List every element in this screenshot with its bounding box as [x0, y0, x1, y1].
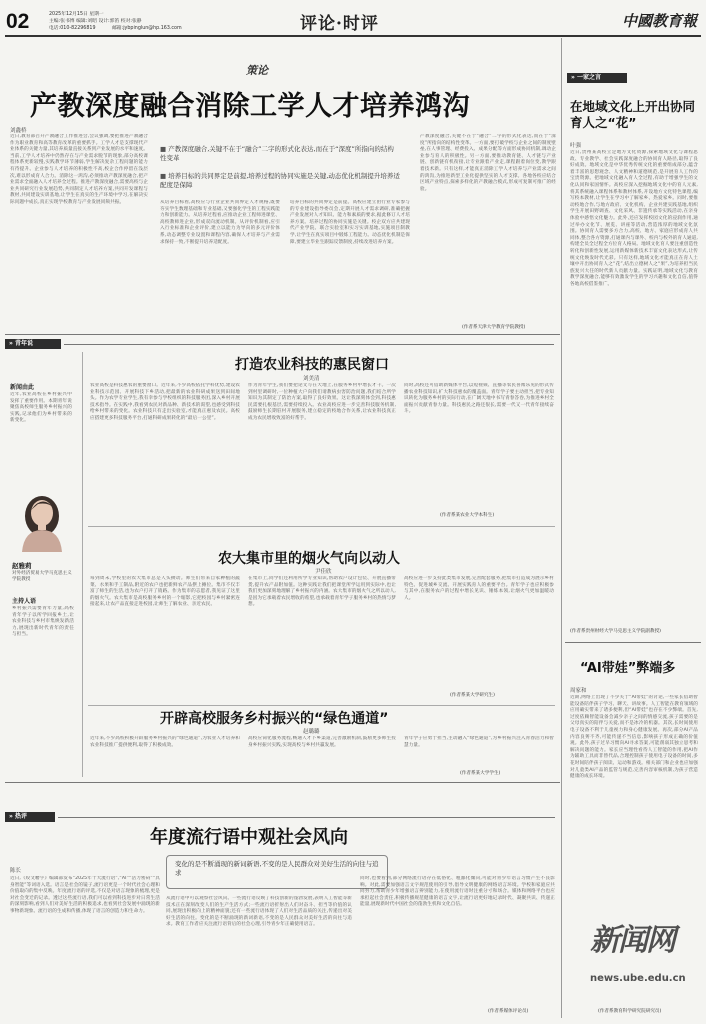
youth-article-1-headline: 打造农业科技的惠民窗口 — [235, 357, 389, 373]
youth-article-3-headline: 开辟高校服务乡村振兴的“绿色通道” — [160, 711, 389, 727]
sidebar-mid-rule — [565, 642, 701, 643]
hot-body-col-2: 从流行语中可以观察社会风向。一些流行语反映了科技创新的蓬勃发展,表明人工智能等新技术正在深刻改变人们的生产生活方式;一些流行语折射出人们对奋斗、担当等价值的认同,展现出积极向上的精神面貌;还有一些流行语体现了人们对生活品质的关注,传递出对美好生活的向往。变化的是不断涌现的新词新语,不变的是人民群众对美好生活的向往与追求。教育工作者应关注流行语背后的社会心理,引导青少年正确使用语言。 — [166, 896, 352, 928]
square-bullet-icon: ■ — [160, 145, 169, 153]
youth-intro-title: 新闻由此 — [10, 384, 35, 391]
host-avatar — [14, 486, 70, 552]
header-editor: 主编:张书博 编辑:刘昭 设计:郭笛 校对:张静 — [49, 19, 142, 24]
youth-article-3-body-3: 青年学子应勇于担当,主动融入“绿色通道”,为乡村振兴注入青春活力和智慧力量。 — [404, 736, 554, 748]
sidebar-top-body: 近日,贵州某高校立足地方文化资源,探索地域文化与课程思政、专业教学、社会实践深度融合的协同育人路径,取得了良好成效。地域文化是中华优秀传统文化的重要组成部分,蕴含着丰富的思想观念、人文精神和道德规范,是开展育人工作的宝贵资源。把地域文化融入育人全过程,有助于增强学生的文化认同和家国情怀。高校应深入挖掘地域文化中的育人元素,将其系统融入课程体系和教材体系,开设地方文化特色课程,编写校本教材,让学生在学习中了解家乡、热爱家乡。同时,要推动校地合作,与地方政府、文化机构、企业共建实践基地,组织学生开展田野调查、文化采风、非遗传承等实践活动,在亲身体验中感悟文化魅力。此外,还应发挥校园文化的浸润作用,通过举办文化节、展览、讲座等活动,营造浓厚的地域文化氛围。协同育人需要多方合力,高校、地方、家庭应形成育人共同体,整合各方资源,打通课内与课外、校内与校外的育人通道,构建全员全过程全方位育人格局。地域文化育人要注重创造性转化和创新性发展,运用新媒体新技术丰富文化表达形式,让传统文化焕发时代光彩。只有这样,地域文化才能真正在育人土壤中开出协同育人之“花”,结出立德树人之“果”,为培养担当民族复兴大任的时代新人贡献力量。实践证明,地域文化与教育教学深度融合,能够有效激发学生的学习兴趣和文化自信,值得各地高校借鉴推广。 — [570, 150, 698, 287]
host-body: 乡村振兴需要青年力量,高校青年学子以所学回报乡土,让农业科技与乡村市集焕发新活力,展现出新时代青年的责任与担当。 — [12, 606, 74, 638]
hot-footer-note: (作者系媒体评论员) — [488, 1009, 529, 1014]
pull-quote-text: 产教深度融合,关键不在于“融合”二字的形式化表达,而在于“深度”所指向的结构性变革 — [160, 145, 394, 162]
sidebar-divider — [561, 38, 562, 1018]
sidebar-top-headline: 在地域文化上开出协同育人之“花” — [570, 99, 696, 130]
lead-pull-quote-2 — [160, 172, 400, 189]
youth-intro-body: 近年,农业高校在乡村振兴中发挥了重要作用。本期青年说聚焦高校师生服务乡村振兴的实践,记录他们为乡村带来的新变化。 — [10, 392, 72, 424]
hot-top-rule — [58, 817, 555, 818]
double-chevron-icon: » — [571, 74, 575, 81]
hot-tag: » 热评 — [5, 812, 55, 822]
youth-article-3-body-1: 近年来,不少高校积极开辟服务乡村振兴的“绿色通道”,为农业人才培养和农业科技推广提供便利,取得了积极成效。 — [90, 736, 240, 748]
youth-article-3-footer: (作者系某大学学生) — [460, 771, 501, 776]
lead-pull-quote-1 — [160, 145, 400, 162]
youth-article-2-author: 尹佳欣 — [315, 569, 332, 575]
lead-body-col-2: 从培养目标看,高校应与行业企业共同界定人才规格,既要夯实学生数理基础和专业基础,又要强化学生的工程实践能力和创新能力。从培养过程看,应推动企业工程师进课堂、高校教师进企业,形成双向流动机制。从评价机制看,应引入行业标准和企业评价,建立以能力为导向的多元评价体系,动态调整专业设置和课程内容,确保人才培养与产业需求保持一致,不断提升培养适配度。 — [160, 200, 280, 245]
host-title: 对外经济贸易大学马克思主义学院教授 — [12, 571, 72, 582]
sidebar-mid-footer-note: (作者系教育科学研究院研究员) — [598, 1009, 662, 1014]
header-phone: 电话:010-82296819 — [49, 26, 96, 31]
youth-tag: » 青年说 — [5, 339, 61, 349]
lead-body-col-3: 培养目标的共同界定是前提。高校应建立由行业专家参与的专业建设指导委员会,定期开展人才需求调研,准确把握产业发展对人才知识、能力和素质的要求,据此修订人才培养方案。培养过程的协同实施是关键。校企双方应共建现代产业学院、联合实验室和实习实训基地,实施项目制教学,让学生在真实项目中锻炼工程能力。动态优化机制是保障,要建立毕业生跟踪反馈制度,持续改进培养方案。 — [290, 200, 410, 245]
hot-body-col-3: 同时,也要看到,部分网络流行语存在低俗化、粗鄙化倾向,可能对青少年语言习惯产生不良影响。对此,需要加强语言文字规范使用的引导,倡导文明健康的网络语言环境。学校和家庭应共同努力,帮助青少年增强语言辨别能力,在使用流行语时注重分寸和场合。媒体和网络平台也应承担起社会责任,积极传播规范健康的语言文字,让流行语更好地记录时代、凝聚共识、传递正能量,展现新时代中国社会的蓬勃生机和文化自信。 — [360, 876, 555, 908]
watermark-text: 新闻网 — [590, 923, 674, 958]
page-number: 02 — [6, 10, 30, 33]
watermark-logo — [590, 915, 700, 1005]
sidebar-mid-author: 周家和 — [570, 688, 587, 694]
hot-body-col-1: 近日,《咬文嚼字》编辑部发布“2025年十大流行语”,“AI”“活力密码”“具身智能”等词语入选。语言是社会的镜子,流行语更是一个时代社会心理和价值取向的集中反映。年度流行语的评选,不仅是对语言现象的梳理,更是对社会变迁的记录。透过这些流行语,我们可以看到科技进步对日常生活的深刻影响,看到人们对美好生活的积极追求,也看到社会发展中涌现的新事物新现象。流行语的生成和传播,体现了语言的创造力和生命力。 — [10, 876, 160, 914]
youth-article-2-body-3: 高校应进一步支持此类集市发展,完善配套服务,把集市打造成为展示乡村特色、促进城乡交流、开展实践育人的重要平台。青年学子也应积极参与其中,在服务农户的过程中增长见识、锤炼本领,让烟火气更加温暖动人。 — [404, 576, 554, 601]
double-chevron-icon: » — [9, 813, 13, 820]
youth-article-2-body-1: 每到周末,学校里的农大集市总是人头攒动。师生们带来自家种植的蔬菜、水果和手工制品,附近的农户也把新鲜农产品摆上摊位。集市不仅丰富了师生的生活,也为农户打开了销路。作为集市的志愿者,我见证了这里的烟火气。农大集市是高校服务乡村的一个缩影,它把校园与乡村紧密连接起来,让农产品直接走进校园,让师生了解农业、亲近农民。 — [90, 576, 240, 608]
pull-quote-text: 培养目标的共同界定是前提,培养过程的协同实施是关键,动态优化机制提升培养适配度是保障 — [160, 172, 400, 189]
youth-article-2-footer: (作者系某大学研究生) — [450, 693, 495, 698]
lead-headline: 产教深度融合消除工学人才培养鸿沟 — [30, 91, 470, 122]
hot-author: 陈长 — [10, 868, 22, 874]
youth-article-1-body-2: 作为青年学生,我们要把论文写在大地上,在服务乡村中增长才干。一次到村里调研时,一位种植大户向我们请教病虫害防治问题,我们结合所学知识为其制定了防治方案,取得了良好效果。这让我深刻体会到,科技惠民需要扎根基层,需要持续投入。农业高校应进一步完善科技服务机制,鼓励师生长期驻村开展服务,建立稳定的校地合作关系,让农业科技真正成为农民增收致富的好帮手。 — [248, 383, 396, 421]
youth-article-2-headline: 农大集市里的烟火气向以动人 — [218, 551, 400, 567]
header-date: 2025年12月15日 星期一 — [49, 12, 104, 17]
watermark-url: news.ube.edu.cn — [590, 973, 686, 984]
lead-bottom-rule — [5, 334, 560, 335]
youth-article-3-body-2: 高校应简化服务流程,畅通人才下乡渠道,完善激励机制,鼓励更多师生投身乡村振兴实践,实现高校与乡村共赢发展。 — [248, 736, 396, 748]
youth-article-1-footer: (作者系某农业大学本科生) — [440, 513, 495, 518]
hot-headline: 年度流行语中观社会风向 — [150, 827, 348, 848]
sidebar-mid-headline: “AI带娃”弊端多 — [580, 661, 676, 676]
square-bullet-icon: ■ — [160, 172, 169, 180]
youth-article-1-body-3: 同时,高校还可借助新媒体平台,以短视频、直播等农民喜闻乐见的形式传播农业科技知识,扩大科技惠农的覆盖面。青年学子要主动担当,把专业知识转化为服务乡村的实际行动,在广阔天地中书写青春答卷,为推进乡村全面振兴贡献青春力量。科技惠民之路还很长,需要一代又一代青年接续奋斗。 — [404, 383, 554, 415]
youth-article-3-author: 赵璐璐 — [303, 729, 320, 735]
youth-article-1-author: 刘美清 — [303, 376, 320, 382]
sidebar-top-author: 叶强 — [570, 143, 582, 149]
youth-left-divider — [82, 352, 83, 777]
header-email: 邮箱:jybpinglun@hp.163.com — [112, 26, 182, 31]
youth-bottom-rule — [5, 782, 560, 783]
sidebar-top-tag: » 一家之言 — [567, 73, 627, 83]
lead-kicker: 策论 — [246, 64, 268, 77]
youth-top-rule — [64, 344, 554, 345]
hot-pull-quote: 变化的是不断涌现的新词新语,不变的是人民群众对美好生活的向往与追求 — [166, 855, 388, 889]
sidebar-mid-body: 近期,网络上出现了不少关于“AI带娃”的讨论,一些家长借助智能设备陪伴孩子学习、聊天、讲故事。人工智能在教育领域的应用确实带来了诸多便利,但“AI带娃”也存在不少弊端。首先,过度依赖智能设备会减少亲子之间的情感交流,孩子需要的是父母真实的陪伴与关爱,而不是冰冷的机器。其次,长时间使用电子设备不利于儿童视力和身心健康发展。再次,部分AI产品内容良莠不齐,可能传递不当信息,影响孩子形成正确的价值观。此外,孩子过早习惯向AI寻求答案,可能削弱其独立思考和解决问题的能力。家长应当理性看待人工智能的作用,把AI作为辅助工具而非替代品,合理控制孩子使用电子设备的时间,多花时间陪伴孩子阅读、运动和游戏。相关部门和企业也应加强对儿童类AI产品的监管与规范,完善内容审核机制,为孩子营造健康的成长环境。 — [570, 695, 698, 780]
youth-article-1-body-1: 农业高校是科技惠农的重要窗口。近年来,不少高校依托学科优势,建设农业科技示范园、开展科技下乡活动,把最新的农业科研成果送到田间地头。作为农学专业学生,我有幸参与学校组织的科技服务团,深入乡村开展技术指导。在实践中,我看到农民对新品种、新技术的渴望,也感受到科技给乡村带来的变化。农业科技只有走出实验室,才能真正惠及农民。高校应搭建更多科技服务平台,打通科研成果转化的“最后一公里”。 — [90, 383, 240, 421]
youth-rule-1 — [88, 526, 555, 527]
double-chevron-icon: » — [9, 340, 13, 347]
lead-author: 刘鑫桥 — [10, 128, 27, 134]
host-name: 赵雅莉 — [12, 562, 32, 570]
lead-body-col-4: 产教深度融合,关键不在于“融合”二字的形式化表达,而在于“深度”所指向的结构性变革。一方面,要打破学校与企业之间的制度壁垒,在人事管理、经费投入、成果分配等方面形成协同机制,调动企业参与育人的积极性。另一方面,要推动教育链、人才链与产业链、创新链有机衔接,让专业跟着产业走,课程跟着岗位变,教学跟着技术新。只有这样,才能真正消除工学人才培养与产业需求之间的鸿沟,为推进新型工业化提供坚实的人才支撑。各地各校应结合区域产业特点,探索多样化的产教融合模式,形成可复制可推广的经验。 — [420, 134, 556, 192]
header-rule — [5, 35, 701, 37]
lead-body-col-1: 近日,教育部召开产教融合工作推进会,会议强调,要把推进产教融合作为职业教育和高等教育改革的重要抓手。工学人才是支撑现代产业体系的关键力量,其培养质量直接关系到产业发展的水平和速度。当前,工学人才培养中仍然存在与产业需求脱节的现象,部分高校课程体系更新较慢,实践教学环节薄弱,学生解决复杂工程问题的能力有待提升。企业参与人才培养的积极性不高,校企合作停留在浅层次,难以形成育人合力。消除这一鸿沟,必须推动产教深度融合,把产业需求全面融入人才培养全过程。推进产教深度融合,需要高校与企业共同研究行业发展趋势,共同制定人才培养方案,共同开发课程与教材,共同建设实训基地,让学生在真实的生产环境中学习,在解决实际问题中成长,真正实现学校教育与产业发展同频共振。 — [10, 134, 148, 205]
youth-article-2-body-2: 在集市上,同学们还利用所学专业知识,帮助农户设计包装、开展直播带货,提升农产品附加值。这种实践让我们把课堂所学运用到实际中,也让我们更加深刻地理解了乡村振兴的内涵。农大集市的烟火气之所以动人,是因为它承载着农民增收的希望,也承载着青年学子服务乡村的热情与梦想。 — [248, 576, 396, 608]
sidebar-top-footer-note: (作者系贵州财经大学马克思主义学院副教授) — [570, 629, 661, 634]
host-label: 主持人语 — [12, 598, 37, 605]
masthead: 中國教育報 — [622, 12, 698, 30]
lead-footer-note: (作者系天津大学教育学院教授) — [462, 325, 526, 330]
youth-rule-2 — [88, 705, 555, 706]
section-title: 评论·时评 — [300, 14, 379, 34]
